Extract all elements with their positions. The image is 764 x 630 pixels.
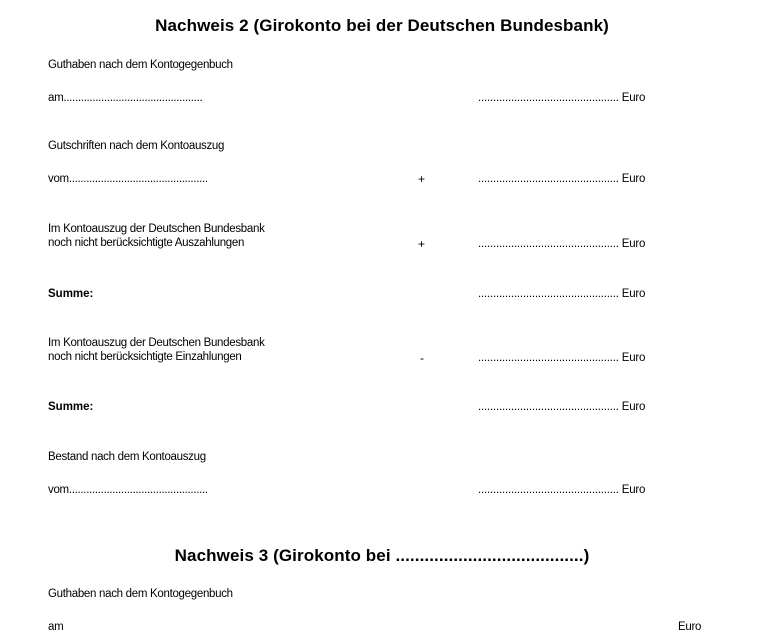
summe-label: Summe: [48,288,94,300]
summe-euro-field[interactable]: ............................................... Euro [478,288,646,300]
am-date-field[interactable]: am................................................ [48,92,203,104]
am-date-field[interactable]: am [48,621,64,630]
section-3-heading: Nachweis 3 (Girokonto bei .......................................) [174,546,590,565]
einzahlungen-euro-field[interactable]: ............................................... Euro [478,352,646,364]
einzahlungen-label-line2: noch nicht berücksichtigte Einzahlungen [48,351,242,363]
guthaben-euro-field[interactable]: Euro [678,621,702,630]
auszahlungen-euro-field[interactable]: ............................................... Euro [478,238,646,250]
bestand-vom-field[interactable]: vom................................................ [48,484,208,496]
guthaben-label: Guthaben nach dem Kontogegenbuch [48,588,233,600]
auszahlungen-label-line1: Im Kontoauszug der Deutschen Bundesbank [48,223,265,235]
auszahlungen-label-line2: noch nicht berücksichtigte Auszahlungen [48,237,245,249]
bestand-euro-field[interactable]: ............................................... Euro [478,484,646,496]
summe-label: Summe: [48,401,94,413]
plus-sign: + [418,172,426,186]
bestand-label: Bestand nach dem Kontoauszug [48,451,206,463]
guthaben-label: Guthaben nach dem Kontogegenbuch [48,59,233,71]
gutschriften-vom-field[interactable]: vom................................................ [48,173,208,185]
summe-2-euro-field[interactable]: ............................................... Euro [478,401,646,413]
section-2-heading: Nachweis 2 (Girokonto bei der Deutschen Bundesbank) [155,16,609,35]
plus-sign: + [418,237,426,251]
gutschriften-euro-field[interactable]: ............................................... Euro [478,173,646,185]
einzahlungen-label-line1: Im Kontoauszug der Deutschen Bundesbank [48,337,265,349]
minus-sign: - [420,351,424,365]
gutschriften-label: Gutschriften nach dem Kontoauszug [48,140,225,152]
guthaben-euro-field[interactable]: ............................................... Euro [478,92,646,104]
